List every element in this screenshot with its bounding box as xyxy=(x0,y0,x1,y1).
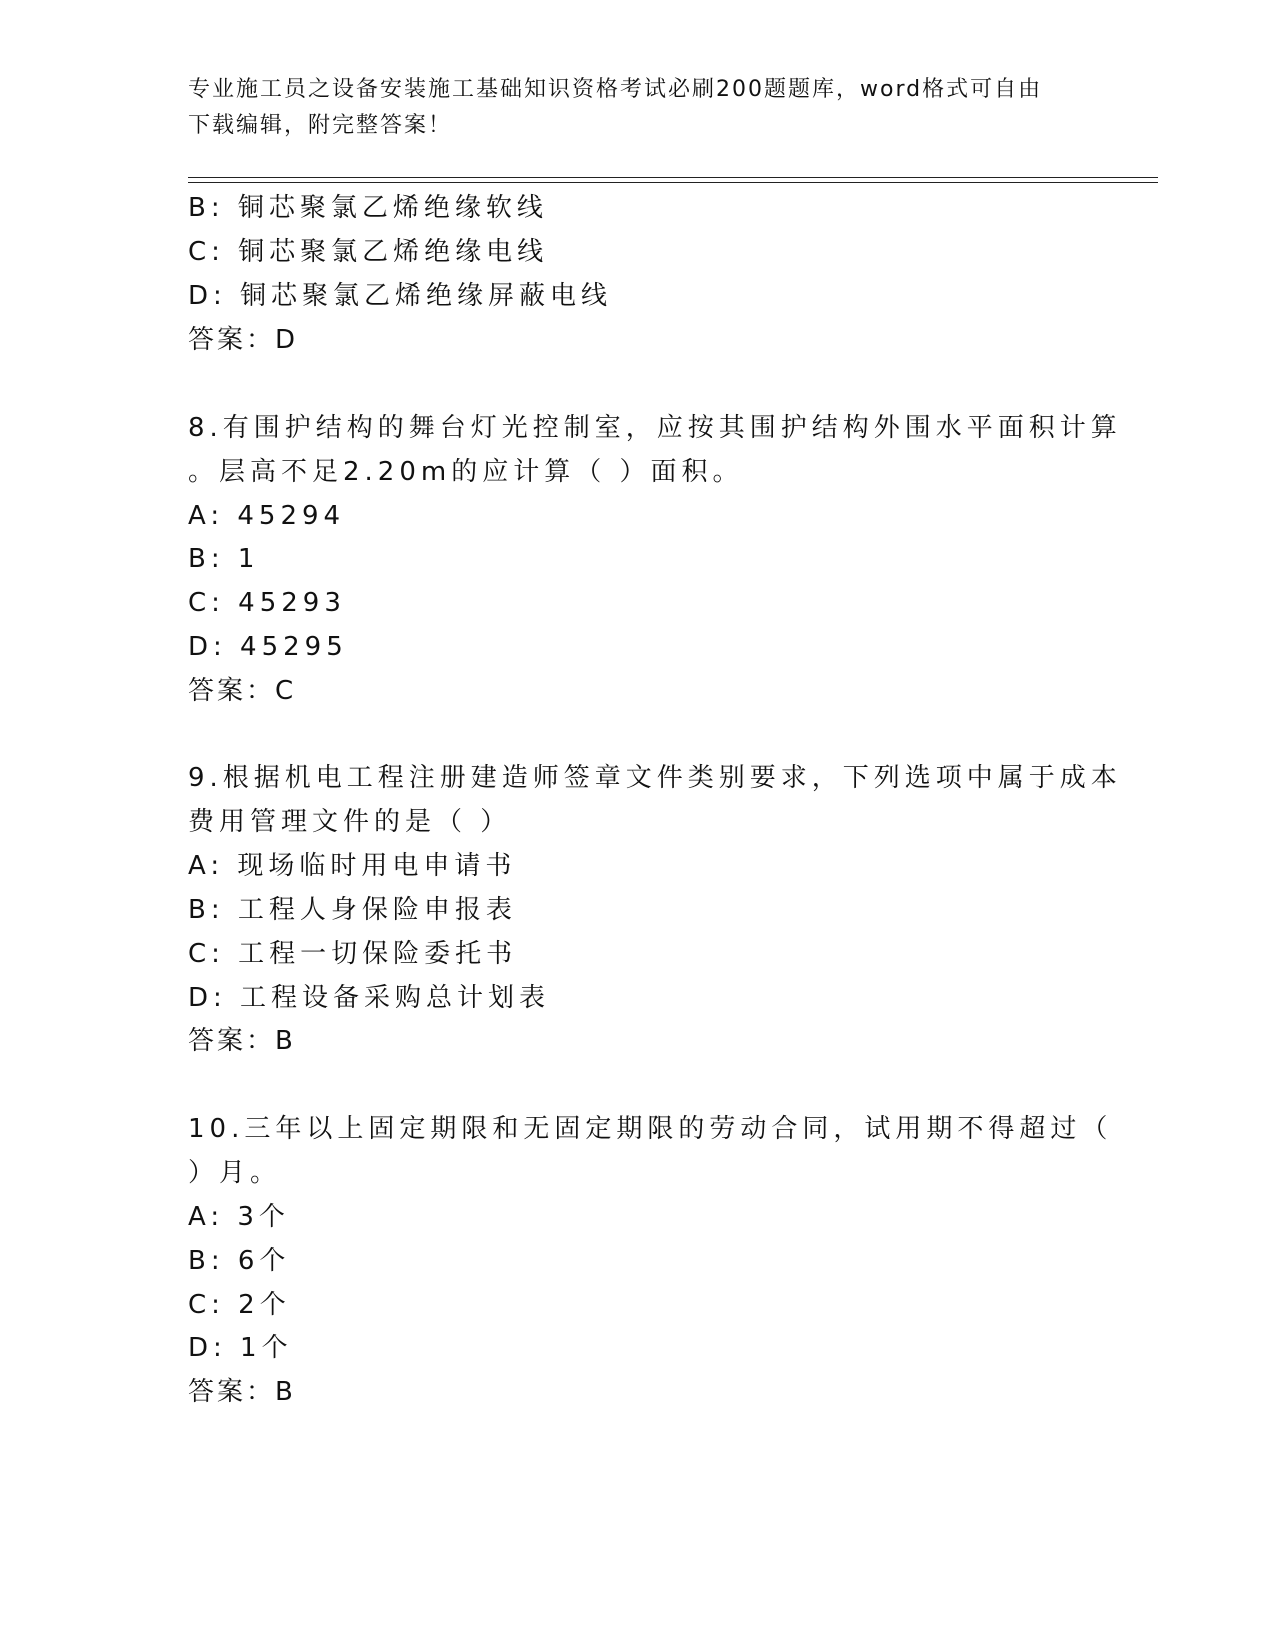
q10-answer: 答案：B xyxy=(188,1377,296,1407)
q9-option-c: C: 工程一切保险委托书 xyxy=(188,939,518,969)
q7-option-b: B: 铜芯聚氯乙烯绝缘软线 xyxy=(188,193,548,223)
header-line-2: 下载编辑，附完整答案！ xyxy=(188,113,453,138)
q7-answer: 答案：D xyxy=(188,325,299,355)
document-header xyxy=(188,72,1068,144)
q8-option-a: A: 45294 xyxy=(188,501,346,531)
q8-answer: 答案：C xyxy=(188,676,297,706)
q8-stem-line-2: 。层高不足2.20m的应计算（ ）面积。 xyxy=(188,457,744,487)
header-line-1: 专业施工员之设备安装施工基础知识资格考试必刷200题题库，word格式可自由 xyxy=(188,77,1043,102)
q9-option-a: A: 现场临时用电申请书 xyxy=(188,851,517,881)
q8-option-c: C: 45293 xyxy=(188,588,346,618)
q10-option-d: D: 1个 xyxy=(188,1333,293,1363)
q9-option-d: D: 工程设备采购总计划表 xyxy=(188,983,551,1013)
header-rule-top xyxy=(188,177,1158,178)
q10-stem-line-2: ）月。 xyxy=(188,1158,282,1188)
q9-stem-line-2: 费用管理文件的是（ ） xyxy=(188,807,512,837)
q8-stem-line-1: 8.有围护结构的舞台灯光控制室，应按其围护结构外围水平面积计算 xyxy=(188,413,1122,443)
header-rule-bottom xyxy=(188,182,1158,183)
q10-option-a: A: 3个 xyxy=(188,1202,290,1232)
q10-option-c: C: 2个 xyxy=(188,1290,291,1320)
q9-stem-line-1: 9.根据机电工程注册建造师签章文件类别要求，下列选项中属于成本 xyxy=(188,763,1122,793)
q8-option-b: B: 1 xyxy=(188,544,260,574)
q8-option-d: D: 45295 xyxy=(188,632,348,662)
q7-option-c: C: 铜芯聚氯乙烯绝缘电线 xyxy=(188,237,549,267)
q9-answer: 答案：B xyxy=(188,1026,296,1056)
q9-option-b: B: 工程人身保险申报表 xyxy=(188,895,517,925)
q7-option-d: D: 铜芯聚氯乙烯绝缘屏蔽电线 xyxy=(188,281,613,311)
q10-option-b: B: 6个 xyxy=(188,1246,291,1276)
q10-stem-line-1: 10.三年以上固定期限和无固定期限的劳动合同，试用期不得超过（ xyxy=(188,1114,1113,1144)
